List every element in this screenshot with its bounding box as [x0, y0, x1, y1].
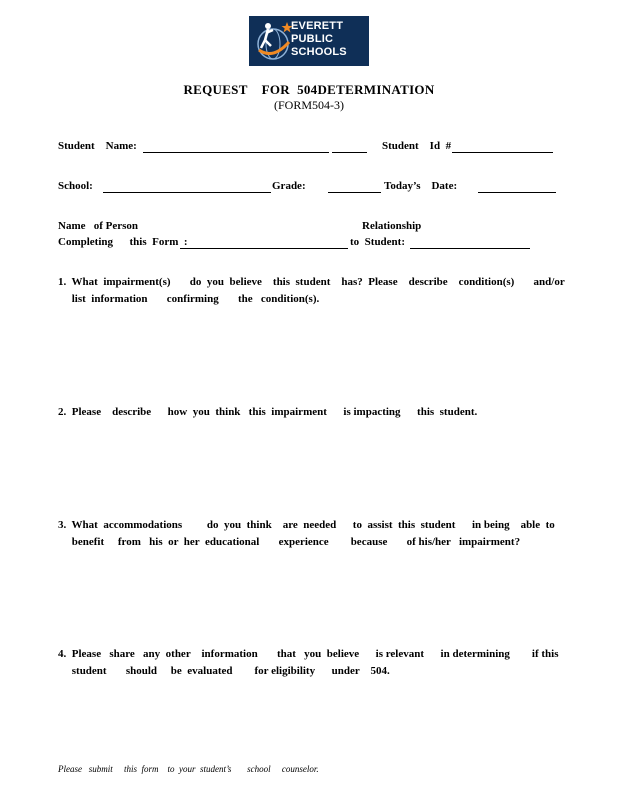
logo-text: [291, 20, 367, 59]
to-student-label: to Student:: [350, 236, 406, 248]
relationship-label: Relationship: [362, 220, 422, 232]
question-2-line1: 2. Please describe how you think this impairment is impacting this student.: [58, 406, 478, 418]
question-1-line2: list information confirming the condition(s).: [58, 293, 320, 305]
question-2: [58, 404, 477, 421]
question-3-line2: benefit from his or her educational experience because of his/her impairment?: [58, 536, 521, 548]
answer-1-area[interactable]: [58, 312, 558, 400]
student-name-label: Student Name:: [58, 140, 137, 152]
school-logo: [249, 16, 369, 66]
form-title: REQUEST FOR 504DETERMINATION: [183, 82, 435, 97]
logo-line1: EVERETT: [291, 20, 344, 32]
todays-date-field[interactable]: [478, 192, 556, 193]
question-1: [58, 274, 565, 308]
answer-3-area[interactable]: [58, 556, 558, 644]
footer-note: Please submit this form to your student’s school counselor.: [58, 764, 319, 774]
question-4: [58, 646, 558, 680]
logo-line2: PUBLIC: [291, 33, 334, 45]
question-4-line2: student should be evaluated for eligibility under 504.: [58, 665, 390, 677]
grade-label: Grade:: [272, 180, 306, 192]
grade-field[interactable]: [328, 192, 381, 193]
student-name-field-extra[interactable]: [332, 152, 367, 153]
name-of-person-label: Name of Person: [58, 220, 139, 232]
question-3-line1: 3. What accommodations do you think are needed to assist this student in being able to: [58, 519, 555, 531]
student-name-field[interactable]: [143, 152, 329, 153]
question-3: [58, 517, 555, 551]
school-label: School:: [58, 180, 93, 192]
student-id-field[interactable]: [452, 152, 553, 153]
completing-form-label: Completing this Form :: [58, 236, 188, 248]
school-field[interactable]: [103, 192, 271, 193]
student-id-label: Student Id #: [382, 140, 452, 152]
answer-2-area[interactable]: [58, 424, 558, 514]
question-4-line1: 4. Please share any other information that you believe is relevant in determining if this: [58, 648, 559, 660]
completing-person-field[interactable]: [180, 248, 348, 249]
question-1-line1: 1. What impairment(s) do you believe this student has? Please describe condition(s) and/or: [58, 276, 565, 288]
globe-runner-icon: [253, 20, 293, 62]
todays-date-label: Today’s Date:: [384, 180, 458, 192]
answer-4-area[interactable]: [58, 684, 558, 756]
logo-line3: SCHOOLS: [291, 46, 347, 58]
form-subtitle: (FORM504-3): [273, 98, 344, 112]
relationship-field[interactable]: [410, 248, 530, 249]
